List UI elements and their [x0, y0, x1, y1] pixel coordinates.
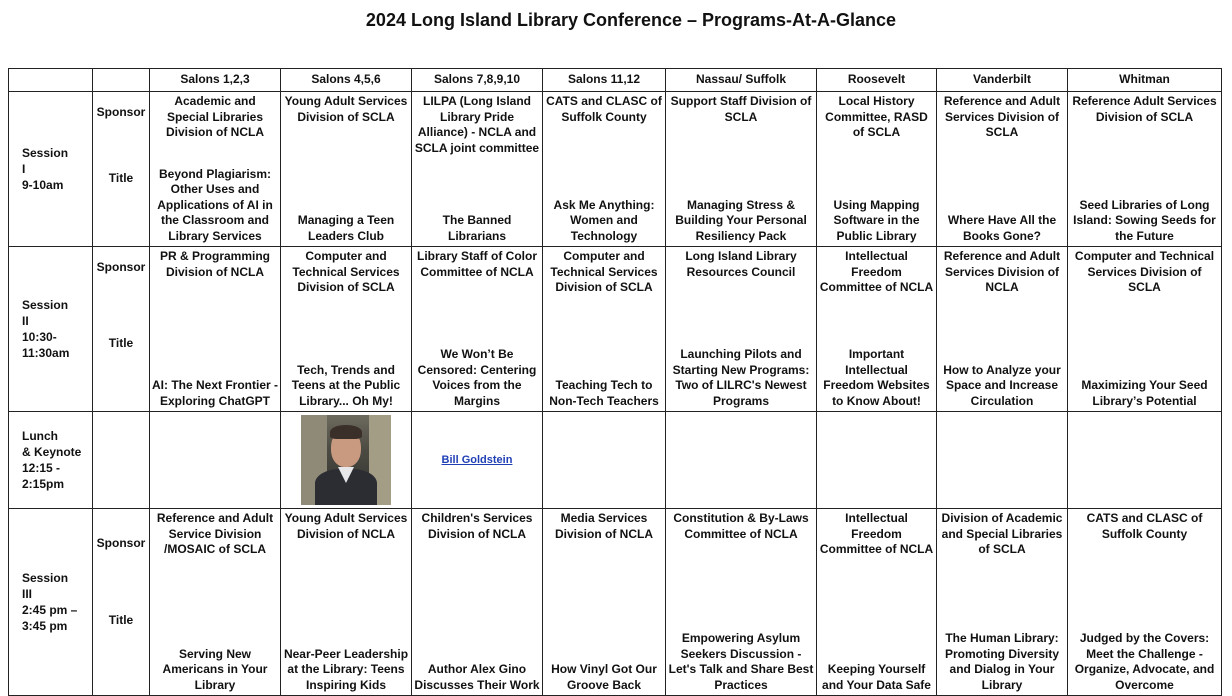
program-title: Managing a Teen Leaders Club	[297, 213, 395, 243]
program-sponsor: Division of Academic and Special Libraries of SCLA	[941, 511, 1063, 556]
room-header: Roosevelt	[817, 69, 937, 92]
program-cell	[150, 247, 281, 412]
program-title: Near-Peer Leadership at the Library: Teens Inspiring Kids	[283, 646, 409, 692]
empty-cell	[150, 412, 281, 509]
program-sponsor: Intellectual Freedom Committee of NCLA	[819, 511, 934, 556]
empty-cell	[666, 412, 817, 509]
lunch-row	[9, 412, 1222, 509]
program-cell	[937, 92, 1068, 247]
program-cell	[1068, 247, 1222, 412]
program-sponsor: CATS and CLASC of Suffolk County	[546, 94, 662, 124]
program-cell	[281, 509, 412, 696]
program-sponsor: PR & Programming Division of NCLA	[159, 249, 270, 279]
empty-cell	[817, 412, 937, 509]
program-sponsor: Constitution & By-Laws Committee of NCLA	[673, 511, 809, 541]
program-cell	[937, 509, 1068, 696]
keynote-photo-cell	[281, 412, 412, 509]
program-sponsor: Computer and Technical Services Division of SCLA	[292, 249, 400, 294]
program-cell	[150, 92, 281, 247]
role-labels	[93, 247, 150, 412]
room-header: Salons 4,5,6	[281, 69, 412, 92]
keynote-link-cell	[412, 412, 543, 509]
session-label: Session III 2:45 pm – 3:45 pm	[9, 509, 93, 696]
program-cell	[543, 92, 666, 247]
program-sponsor: Computer and Technical Services Division of SCLA	[1074, 249, 1215, 294]
program-cell	[412, 509, 543, 696]
program-title: Teaching Tech to Non-Tech Teachers	[549, 378, 659, 408]
program-title: Where Have All the Books Gone?	[947, 213, 1057, 243]
program-cell	[666, 509, 817, 696]
room-header-row	[9, 69, 1222, 92]
program-sponsor: Young Adult Services Division of NCLA	[284, 511, 408, 541]
program-cell	[281, 92, 412, 247]
program-sponsor: Library Staff of Color Committee of NCLA	[416, 249, 537, 279]
program-title: Launching Pilots and Starting New Programs: Two of LILRC's Newest Programs	[672, 347, 810, 408]
program-sponsor: Media Services Division of NCLA	[555, 511, 653, 541]
program-title: The Banned Librarians	[442, 213, 512, 243]
program-cell	[666, 92, 817, 247]
schedule-table	[8, 68, 1222, 696]
program-title: Serving New Americans in Your Library	[162, 646, 268, 692]
empty-cell	[543, 412, 666, 509]
program-title: How to Analyze your Space and Increase Circulation	[943, 362, 1061, 408]
program-sponsor: LILPA (Long Island Library Pride Alliance) - NCLA and SCLA joint committee	[414, 94, 540, 155]
sponsor-label: Sponsor	[96, 105, 146, 119]
page-title: 2024 Long Island Library Conference – Programs-At-A-Glance	[365, 10, 897, 30]
program-title: We Won’t Be Censored: Centering Voices from the Margins	[417, 347, 537, 408]
program-sponsor: Intellectual Freedom Committee of NCLA	[819, 249, 934, 294]
program-cell	[1068, 509, 1222, 696]
program-title: Author Alex Gino Discusses Their Work	[414, 662, 540, 692]
program-cell	[543, 509, 666, 696]
program-sponsor: Young Adult Services Division of SCLA	[284, 94, 408, 124]
room-header: Nassau/ Suffolk	[666, 69, 817, 92]
sponsor-label: Sponsor	[96, 536, 146, 550]
program-title: Seed Libraries of Long Island: Sowing Seeds for the Future	[1073, 197, 1216, 243]
program-title: Important Intellectual Freedom Websites to Know About!	[823, 347, 930, 408]
corner-cell	[9, 69, 93, 92]
program-sponsor: CATS and CLASC of Suffolk County	[1086, 511, 1203, 541]
program-title: Empowering Asylum Seekers Discussion - Let's Talk and Share Best Practices	[668, 631, 814, 692]
program-cell	[817, 247, 937, 412]
session-row	[9, 509, 1222, 696]
program-sponsor: Computer and Technical Services Division of SCLA	[550, 249, 658, 294]
program-cell	[666, 247, 817, 412]
program-sponsor: Reference and Adult Services Division of NCLA	[943, 249, 1061, 294]
program-title: Judged by the Covers: Meet the Challenge - Organize, Advocate, and Overcome	[1074, 631, 1215, 692]
room-header: Salons 11,12	[543, 69, 666, 92]
program-cell	[1068, 92, 1222, 247]
program-title: Tech, Trends and Teens at the Public Library... Oh My!	[291, 362, 401, 408]
keynote-speaker-link[interactable]: Bill Goldstein	[441, 453, 513, 466]
room-header: Salons 7,8,9,10	[412, 69, 543, 92]
program-title: AI: The Next Frontier - Exploring ChatGPT	[152, 378, 279, 408]
empty-cell	[1068, 412, 1222, 509]
title-label: Title	[108, 613, 134, 627]
program-sponsor: Support Staff Division of SCLA	[670, 94, 812, 124]
title-label: Title	[108, 336, 134, 350]
session-row	[9, 92, 1222, 247]
empty-cell	[937, 412, 1068, 509]
session-row	[9, 247, 1222, 412]
program-title: Using Mapping Software in the Public Library	[833, 197, 920, 243]
lunch-label: Lunch & Keynote 12:15 - 2:15pm	[9, 412, 93, 509]
program-title: The Human Library: Promoting Diversity and Dialog in Your Library	[944, 631, 1060, 692]
program-cell	[281, 247, 412, 412]
program-cell	[412, 92, 543, 247]
program-cell	[412, 247, 543, 412]
empty-cell	[93, 412, 150, 509]
title-label: Title	[108, 171, 134, 185]
role-labels	[93, 92, 150, 247]
speaker-photo	[301, 415, 391, 505]
program-cell	[937, 247, 1068, 412]
program-title: Ask Me Anything: Women and Technology	[553, 197, 655, 243]
session-label: Session II 10:30- 11:30am	[9, 247, 93, 412]
room-header: Salons 1,2,3	[150, 69, 281, 92]
program-cell	[817, 509, 937, 696]
program-title: Keeping Yourself and Your Data Safe	[822, 662, 931, 692]
program-sponsor: Children's Services Division of NCLA	[421, 511, 533, 541]
sponsor-label: Sponsor	[96, 260, 146, 274]
program-cell	[543, 247, 666, 412]
program-sponsor: Local History Committee, RASD of SCLA	[825, 94, 928, 139]
program-sponsor: Reference Adult Services Division of SCLA	[1072, 94, 1217, 124]
program-cell	[150, 509, 281, 696]
program-sponsor: Reference and Adult Services Division of SCLA	[943, 94, 1061, 139]
program-sponsor: Academic and Special Libraries Division of NCLA	[166, 94, 264, 139]
program-sponsor: Long Island Library Resources Council	[685, 249, 797, 279]
program-sponsor: Reference and Adult Service Division /MOSAIC of SCLA	[156, 511, 274, 556]
program-title: Managing Stress & Building Your Personal Resiliency Pack	[675, 197, 807, 243]
program-cell	[817, 92, 937, 247]
role-labels	[93, 509, 150, 696]
program-title: Beyond Plagiarism: Other Uses and Applications of AI in the Classroom and Library Services	[157, 166, 273, 243]
room-header: Whitman	[1068, 69, 1222, 92]
program-title: How Vinyl Got Our Groove Back	[551, 662, 657, 692]
program-title: Maximizing Your Seed Library’s Potential	[1081, 378, 1208, 408]
room-header: Vanderbilt	[937, 69, 1068, 92]
corner-cell-2	[93, 69, 150, 92]
session-label: Session I 9-10am	[9, 92, 93, 247]
